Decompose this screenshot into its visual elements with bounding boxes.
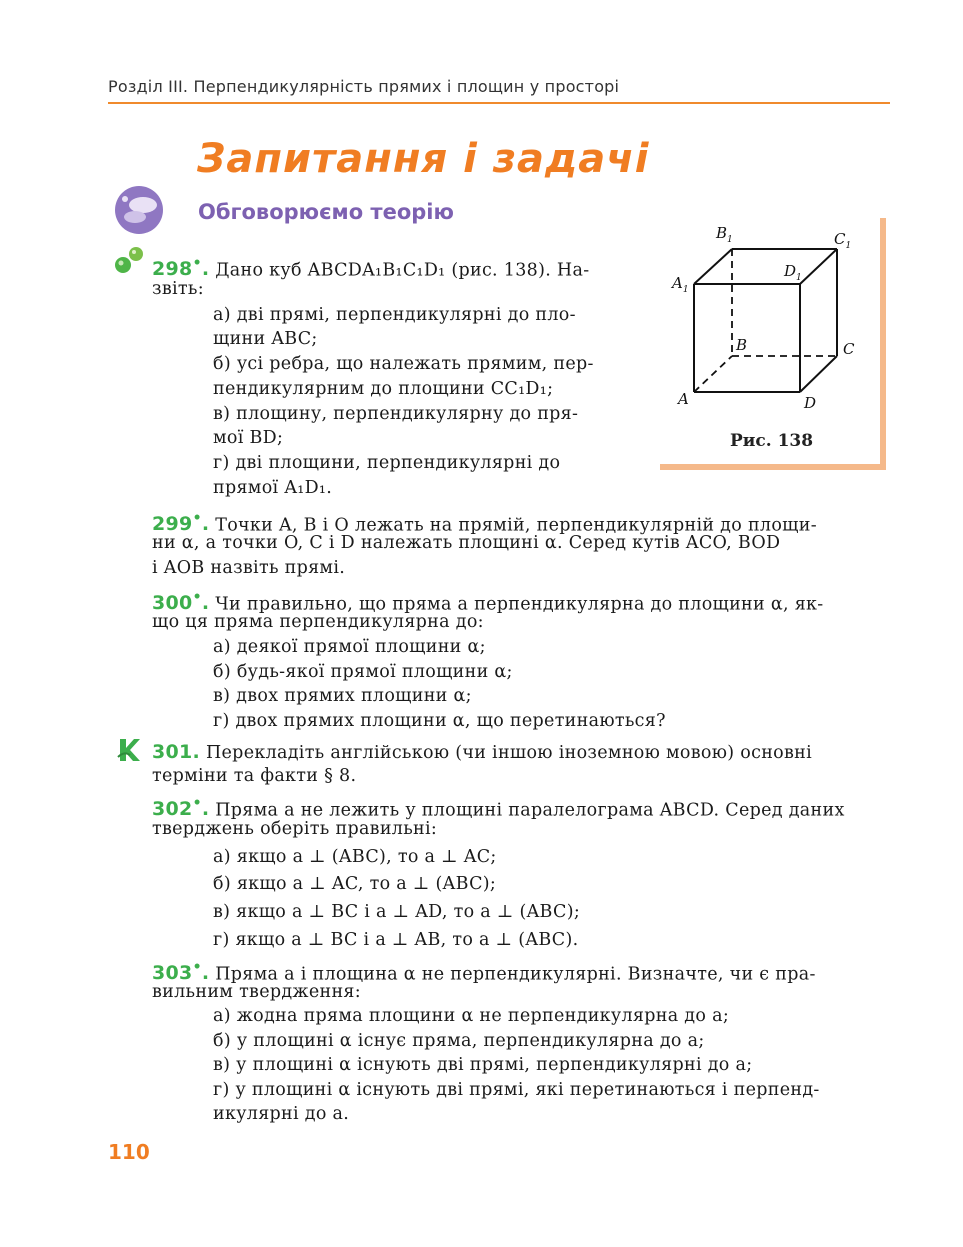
problem-298-c1: в) площину, перпендикулярну до пря- (213, 404, 579, 424)
problem-300-d: г) двох прямих площини α, що перетинаються? (213, 711, 666, 731)
page-title: Запитання і задачі (197, 136, 650, 182)
problem-298-c2: мої BD; (213, 428, 284, 448)
problem-299-line3: і AOB назвіть прямі. (152, 558, 346, 578)
figure-frame-bottom (660, 464, 886, 470)
problem-302-line1: 302•. Пряма a не лежить у площині паралелограма ABCD. Серед даних (152, 796, 845, 821)
chapter-header: Розділ III. Перпендикулярність прямих і площин у просторі (108, 77, 620, 96)
label-B1: $B_1$ (716, 224, 733, 245)
problem-300-b: б) будь-якої прямої площини α; (213, 662, 513, 682)
problem-300-a: а) деякої прямої площини α; (213, 637, 486, 657)
problem-300-line2: що ця пряма перпендикулярна до: (152, 612, 484, 632)
label-B: B (736, 336, 748, 354)
problem-298-d1: г) дві площини, перпендикулярні до (213, 453, 561, 473)
problem-301-line1: 301. Перекладіть англійською (чи іншою іноземною мовою) основні (152, 741, 813, 763)
problem-number: 302•. (152, 796, 210, 821)
problem-302-d: г) якщо a ⊥ BC і a ⊥ AB, то a ⊥ (ABC). (213, 930, 579, 950)
problem-302-a: а) якщо a ⊥ (ABC), то a ⊥ AC; (213, 847, 497, 867)
competence-k-icon (116, 737, 142, 763)
figure-caption: Рис. 138 (730, 431, 814, 451)
label-A: A (678, 390, 689, 408)
page-number: 110 (108, 1140, 150, 1164)
problem-303-a: а) жодна пряма площини α не перпендикулярна до a; (213, 1006, 730, 1026)
problem-298-a1: а) дві прямі, перпендикулярні до пло- (213, 305, 576, 325)
problem-300-c: в) двох прямих площини α; (213, 686, 472, 706)
problem-298-d2: прямої A₁D₁. (213, 478, 333, 498)
problem-number: 299•. (152, 511, 210, 536)
problem-302-c: в) якщо a ⊥ BC і a ⊥ AD, то a ⊥ (ABC); (213, 902, 581, 922)
label-C1: $C_1$ (834, 230, 852, 251)
problem-303-b: б) у площині α існує пряма, перпендикулярна до a; (213, 1031, 705, 1051)
header-divider (108, 102, 890, 104)
problem-298-b1: б) усі ребра, що належать прямим, пер- (213, 354, 594, 374)
problem-298-line1: 298•. Дано куб ABCDA₁B₁C₁D₁ (рис. 138). На- (152, 256, 590, 281)
problem-303-line1: 303•. Пряма a і площина α не перпендикулярні. Визначте, чи є пра- (152, 960, 816, 985)
label-C: C (843, 340, 855, 358)
section-subtitle: Обговорюємо теорію (198, 200, 454, 224)
discussion-bubble-icon (113, 185, 165, 235)
cube-figure (666, 224, 874, 414)
problem-number: 300•. (152, 590, 210, 615)
problem-298-line2: звіть: (152, 279, 204, 299)
problem-number: 298•. (152, 256, 210, 281)
label-A1: $A_1$ (672, 274, 689, 295)
difficulty-dots-icon (114, 246, 146, 274)
problem-298-a2: щини ABC; (213, 329, 318, 349)
problem-298-b2: пендикулярним до площини CC₁D₁; (213, 379, 554, 399)
problem-302-line2: тверджень оберіть правильні: (152, 819, 438, 839)
problem-303-d1: г) у площині α існують дві прямі, які перетинаються і перпенд- (213, 1080, 820, 1100)
problem-303-d2: икулярні до a. (213, 1104, 350, 1124)
problem-number: 303•. (152, 960, 210, 985)
figure-frame-right (880, 218, 886, 470)
problem-302-b: б) якщо a ⊥ AC, то a ⊥ (ABC); (213, 874, 497, 894)
problem-299-line2: ни α, а точки O, C і D належать площині α. Серед кутів ACO, BOD (152, 533, 781, 553)
problem-number: 301. (152, 741, 201, 763)
problem-303-c: в) у площині α існують дві прямі, перпендикулярні до a; (213, 1055, 753, 1075)
problem-303-line2: вильним твердження: (152, 982, 361, 1002)
label-D: D (804, 394, 817, 412)
problem-299-line1: 299•. Точки A, B і O лежать на прямій, перпендикулярній до площи- (152, 511, 817, 536)
label-D1: $D_1$ (784, 262, 802, 283)
problem-300-line1: 300•. Чи правильно, що пряма a перпендикулярна до площини α, як- (152, 590, 824, 615)
problem-301-line2: терміни та факти § 8. (152, 766, 357, 786)
